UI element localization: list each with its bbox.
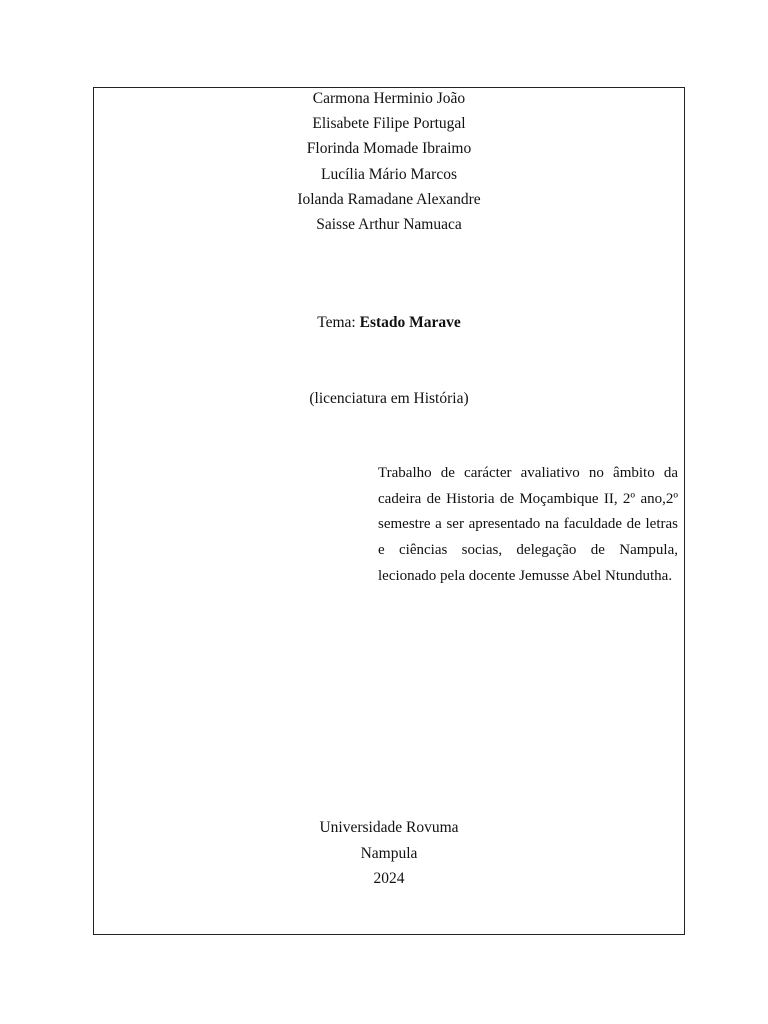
author-name: Saisse Arthur Namuaca [316, 216, 462, 234]
city-name: Nampula [360, 844, 418, 862]
theme-heading [93, 312, 685, 334]
theme-label: Tema: [317, 314, 360, 331]
author-list [93, 86, 685, 237]
theme-title: Estado Marave [359, 314, 461, 331]
year: 2024 [373, 870, 405, 887]
institution-name: Universidade Rovuma [319, 819, 459, 836]
footer-block [93, 815, 685, 892]
author-name: Lucília Mário Marcos [320, 165, 457, 183]
author-name: Elisabete Filipe Portugal [312, 115, 466, 133]
author-name: Carmona Herminio João [312, 90, 466, 107]
author-name: Iolanda Ramadane Alexandre [297, 190, 481, 208]
degree-line: (licenciatura em História) [309, 390, 469, 407]
work-description: Trabalho de carácter avaliativo no âmbito da cadeira de Historia de Moçambique II, 2º ano,2º semestre a ser apresentado na faculdade de letras e ciências socias, delegação de Nampula, lecionado pela docente Jemusse Abel Ntundutha. [378, 465, 678, 584]
author-name: Florinda Momade Ibraimo [306, 140, 472, 158]
